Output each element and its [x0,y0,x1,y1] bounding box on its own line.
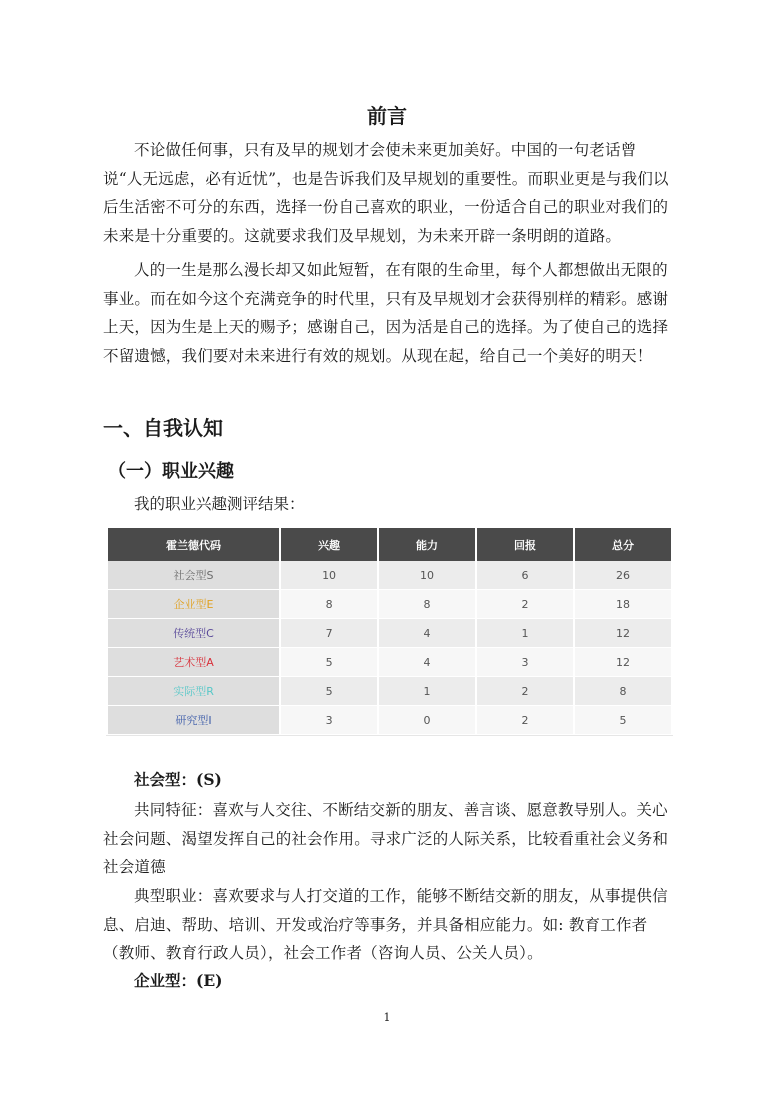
cell-interest: 8 [280,590,378,619]
page-number: 1 [383,1011,391,1024]
preface-paragraph-2: 人的一生是那么漫长却又如此短暂，在有限的生命里，每个人都想做出无限的事业。而在如今这个充满竞争的时代里，只有及早规划才会获得别样的精彩。感谢上天，因为生是上天的赐予；感谢自己，因为活是自己的选择。为了使自己的选择不留遗憾，我们要对未来进行有效的规划。从现在起，给自己一个美好的明天！ [103,261,669,365]
preface-title: 前言 [367,104,407,128]
cell-ability: 8 [378,590,476,619]
table-row [107,619,672,648]
cell-reward: 1 [476,619,574,648]
cell-ability: 0 [378,706,476,735]
cell-holland-code: 企业型E [107,590,280,619]
cell-ability: 1 [378,677,476,706]
header-total: 总分 [574,528,672,561]
cell-reward: 6 [476,561,574,590]
table-row [107,648,672,677]
cell-interest: 7 [280,619,378,648]
cell-holland-code: 社会型S [107,561,280,590]
cell-holland-code: 艺术型A [107,648,280,677]
social-type-heading: 社会型：(S) [134,770,222,789]
cell-total: 12 [574,648,672,677]
section-heading-self-awareness: 一、自我认知 [103,416,223,440]
subsection-heading-career-interest: （一）职业兴趣 [108,461,234,482]
cell-ability: 10 [378,561,476,590]
preface-paragraph-1: 不论做任何事，只有及早的规划才会使未来更加美好。中国的一句老话曾说“人无远虑，必有近忧”，也是告诉我们及早规划的重要性。而职业更是与我们以后生活密不可分的东西，选择一份自己喜欢的职业，一份适合自己的职业对我们的未来是十分重要的。这就要求我们及早规划，为未来开辟一条明朗的道路。 [103,141,669,245]
test-result-lead: 我的职业兴趣测评结果： [134,495,305,513]
cell-ability: 4 [378,619,476,648]
table-row [107,706,672,735]
header-holland-code: 霍兰德代码 [107,528,280,561]
cell-interest: 10 [280,561,378,590]
table-row [107,561,672,590]
cell-interest: 5 [280,648,378,677]
holland-code-table [106,528,673,736]
enterprise-type-heading: 企业型：(E) [134,971,223,990]
cell-reward: 3 [476,648,574,677]
header-reward: 回报 [476,528,574,561]
cell-holland-code: 传统型C [107,619,280,648]
social-type-jobs: 典型职业：喜欢要求与人打交道的工作，能够不断结交新的朋友，从事提供信息、启迪、帮助、培训、开发或治疗等事务，并具备相应能力。如: 教育工作者（教师、教育行政人员），社会工作者（咨询人员、公关人员）。 [103,887,668,962]
cell-total: 5 [574,706,672,735]
cell-reward: 2 [476,677,574,706]
cell-reward: 2 [476,706,574,735]
table-row [107,590,672,619]
cell-total: 8 [574,677,672,706]
cell-holland-code: 研究型I [107,706,280,735]
cell-ability: 4 [378,648,476,677]
header-ability: 能力 [378,528,476,561]
cell-reward: 2 [476,590,574,619]
cell-interest: 3 [280,706,378,735]
cell-interest: 5 [280,677,378,706]
cell-holland-code: 实际型R [107,677,280,706]
cell-total: 18 [574,590,672,619]
social-type-traits: 共同特征：喜欢与人交往、不断结交新的朋友、善言谈、愿意教导别人。关心社会问题、渴望发挥自己的社会作用。寻求广泛的人际关系，比较看重社会义务和社会道德 [103,801,669,876]
table-row [107,677,672,706]
cell-total: 26 [574,561,672,590]
header-interest: 兴趣 [280,528,378,561]
cell-total: 12 [574,619,672,648]
table-header-row [107,528,672,561]
